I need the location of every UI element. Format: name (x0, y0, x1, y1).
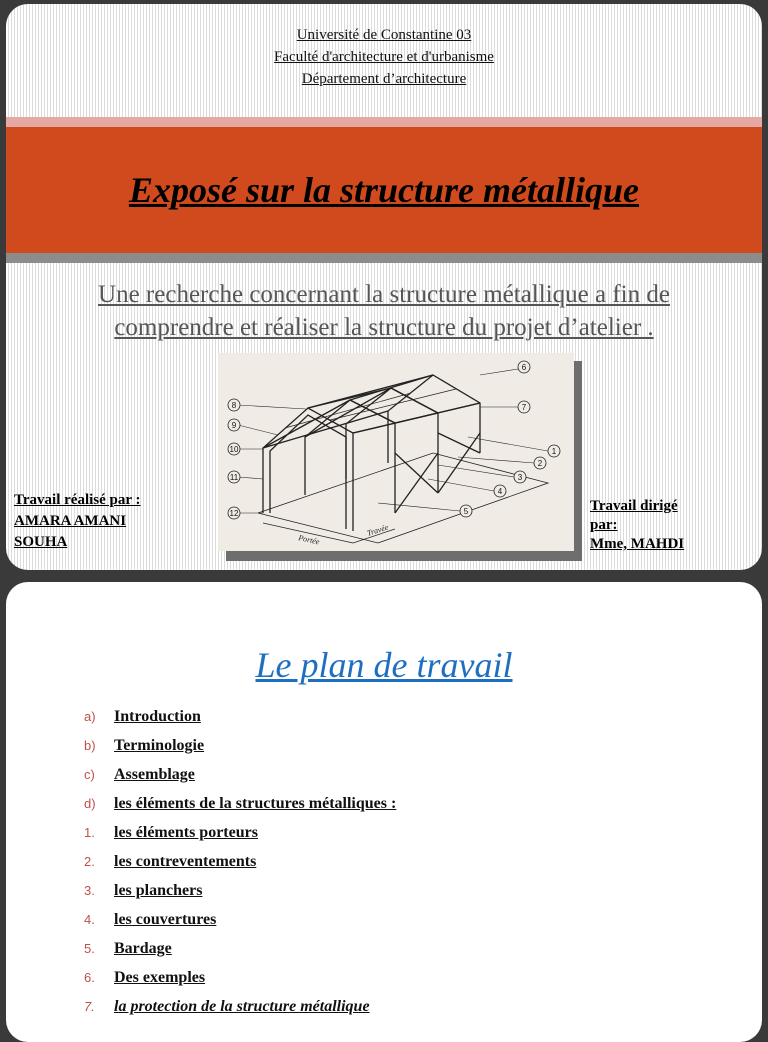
decorative-bar-bottom (6, 253, 762, 263)
list-marker: 3. (84, 883, 95, 898)
author-name-line-2: SOUHA (14, 534, 68, 550)
list-item-text: les éléments porteurs (114, 824, 258, 841)
list-marker: 2. (84, 854, 95, 869)
list-item-text: Assemblage (114, 766, 195, 783)
list-item (84, 818, 724, 847)
list-item (84, 760, 724, 789)
university-name: Université de Constantine 03 (296, 27, 472, 43)
department-name: Département d’architecture (301, 71, 467, 87)
slide-title: Exposé sur la structure métallique (128, 170, 640, 210)
list-item-text: Introduction (114, 708, 201, 725)
list-item (84, 789, 724, 818)
diagram-callout-8: 8 (231, 401, 237, 410)
director-label-line-2: par: (590, 517, 618, 533)
list-item-text: les éléments de la structures métalliques : (114, 795, 397, 812)
list-item-text: les couvertures (114, 911, 217, 928)
list-item-text: Des exemples (114, 969, 206, 986)
diagram-callout-7: 7 (521, 403, 527, 412)
list-item (84, 702, 724, 731)
list-marker: c) (84, 767, 95, 782)
director-block (590, 497, 750, 554)
list-marker: 1. (84, 825, 95, 840)
plan-list (84, 702, 724, 1021)
subtitle-line-1: Une recherche concernant la structure métallique a fin de (98, 281, 670, 308)
plan-slide (6, 582, 762, 1042)
title-slide (6, 4, 762, 570)
diagram-callout-11: 11 (229, 473, 239, 482)
list-item (84, 963, 724, 992)
list-item-text: la protection de la structure métallique (114, 998, 370, 1015)
list-item-text: les planchers (114, 882, 203, 899)
diagram-callout-1: 1 (551, 447, 557, 456)
list-item-text: les contreventements (114, 853, 257, 870)
list-marker: d) (84, 796, 96, 811)
subtitle-line-2: comprendre et réaliser la structure du projet d’atelier . (114, 314, 654, 341)
diagram-callout-6: 6 (521, 363, 527, 372)
list-item (84, 905, 724, 934)
list-item (84, 934, 724, 963)
faculty-name: Faculté d'architecture et d'urbanisme (274, 49, 494, 65)
list-item (84, 731, 724, 760)
diagram-callout-10: 10 (229, 445, 239, 454)
decorative-bar-top (6, 117, 762, 127)
list-marker: 5. (84, 941, 95, 956)
title-band (6, 127, 762, 253)
diagram-callout-9: 9 (231, 421, 237, 430)
slide-subtitle (46, 278, 722, 344)
diagram-label-travee: Travée (365, 522, 390, 538)
author-block (14, 490, 214, 553)
director-label-line-1: Travail dirigé (590, 498, 678, 514)
author-label: Travail réalisé par : (14, 492, 141, 508)
list-marker: 7. (84, 999, 95, 1014)
diagram-callout-4: 4 (497, 487, 503, 496)
steel-frame-diagram (218, 353, 574, 551)
director-name: Mme, MAHDI (590, 536, 685, 552)
list-item (84, 847, 724, 876)
list-marker: 6. (84, 970, 95, 985)
diagram-callout-2: 2 (537, 459, 543, 468)
diagram-label-portee: Portée (297, 533, 321, 547)
list-marker: 4. (84, 912, 95, 927)
list-item (84, 876, 724, 905)
steel-frame-drawing (218, 353, 574, 551)
list-marker: a) (84, 709, 96, 724)
list-item (84, 992, 724, 1021)
author-name-line-1: AMARA AMANI (14, 513, 127, 529)
university-header (6, 24, 762, 90)
plan-title: Le plan de travail (255, 645, 513, 685)
diagram-callout-3: 3 (517, 473, 523, 482)
list-marker: b) (84, 738, 96, 753)
list-item-text: Bardage (114, 940, 172, 957)
diagram-callout-5: 5 (463, 507, 469, 516)
list-item-text: Terminologie (114, 737, 205, 754)
diagram-callout-12: 12 (229, 509, 239, 518)
